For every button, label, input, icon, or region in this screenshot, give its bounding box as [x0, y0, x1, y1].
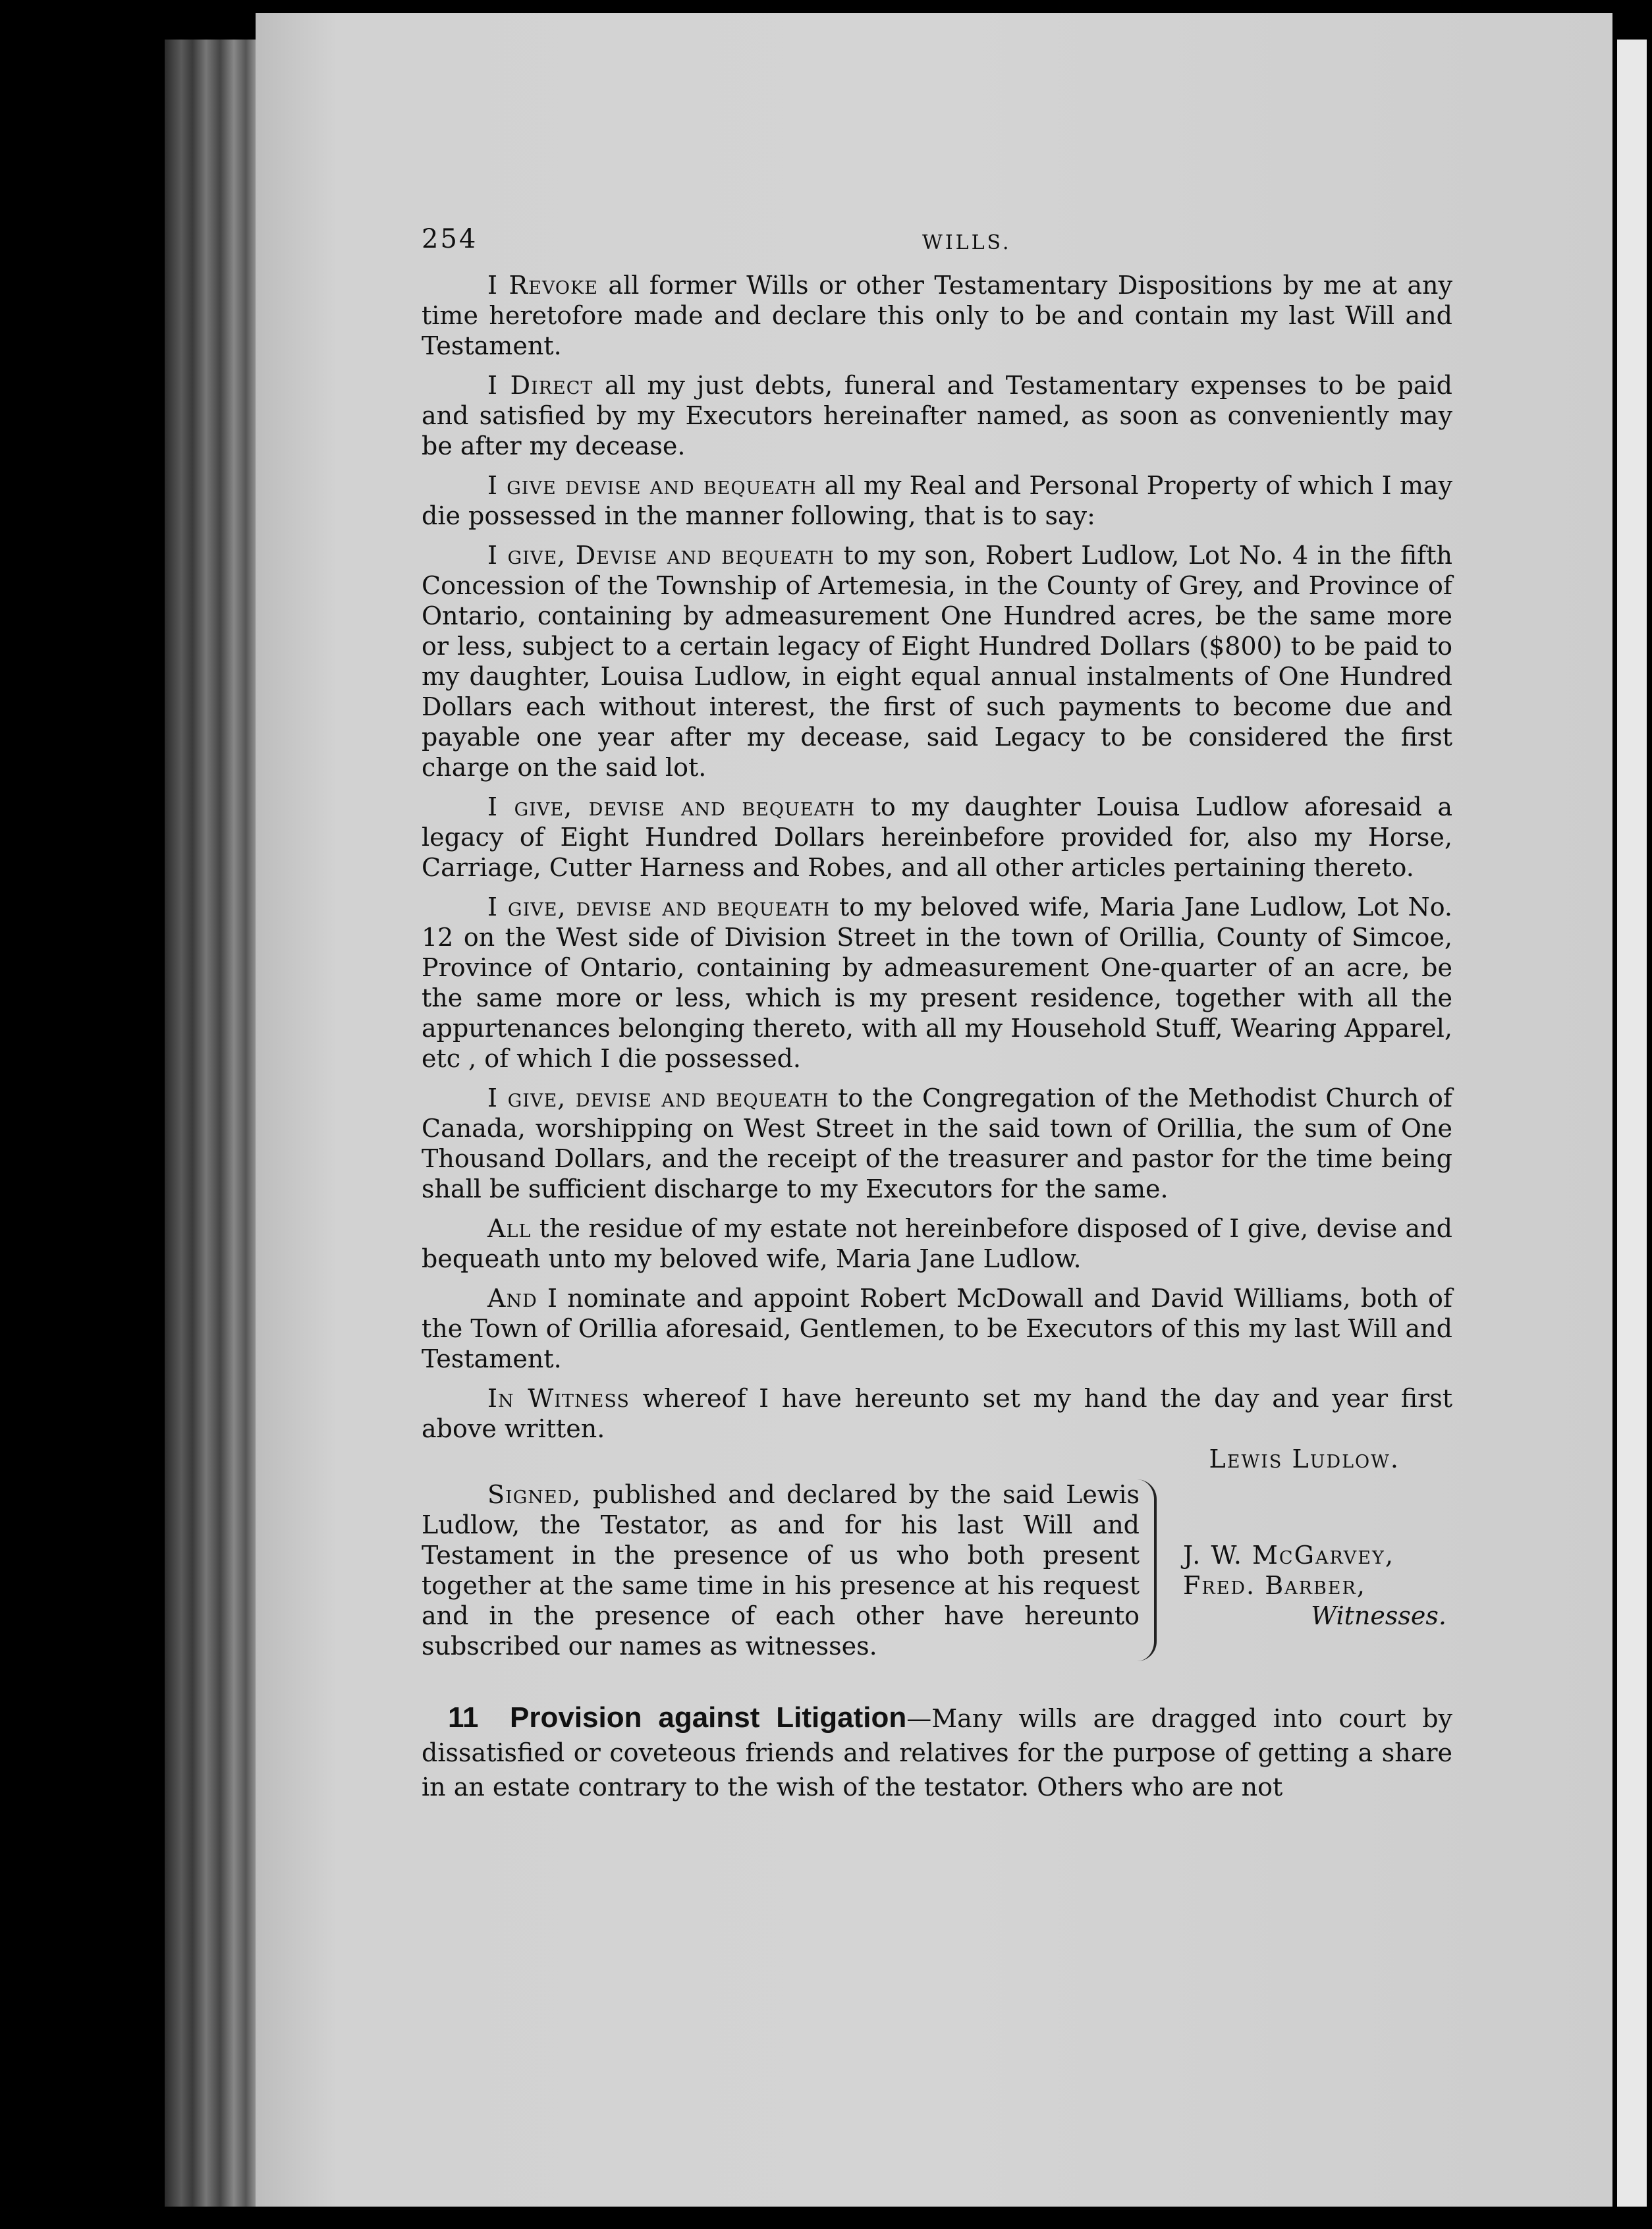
clause-witness: [422, 1383, 1452, 1444]
running-head: [422, 224, 1452, 270]
clause-lead: I Revoke: [487, 271, 598, 300]
clause-lead: I give, Devise and bequeath: [487, 541, 835, 570]
running-title: WILLS.: [922, 231, 1012, 254]
section-heading: Provision against Litigation: [510, 1701, 907, 1734]
clause-residue: [422, 1213, 1452, 1274]
clause-direct: [422, 370, 1452, 461]
attestation-clause: [422, 1479, 1157, 1661]
clause-lead: I give devise and bequeath: [487, 471, 817, 500]
attestation-block: [422, 1479, 1452, 1661]
clause-give-all: [422, 470, 1452, 531]
clause-lead: All: [487, 1214, 532, 1243]
witness-list: [1157, 1479, 1446, 1661]
section-number: 11: [448, 1701, 479, 1734]
witness-name: Fred. Barber,: [1183, 1571, 1366, 1600]
page-number: 254: [422, 224, 478, 254]
clause-text: to the Congregation of the Methodist Church of Canada, worshipping on West Street in the said town of Orillia, the sum of One Thousand Dollars, and the receipt of the treasurer and pastor for the time being shall be sufficient discharge to my Executors for the same.: [422, 1084, 1452, 1203]
testator-signature: Lewis Ludlow.: [1209, 1445, 1400, 1473]
section-text: —Many wills are dragged into court by dissatisfied or coveteous friends and relatives for the purpose of getting a share in an estate contrary to the wish of the testator. Others who are not: [422, 1704, 1452, 1802]
clause-text: all former Wills or other Testamentary Dispositions by me at any time heretofore made and declare this only to be and contain my last Will and Testament.: [422, 271, 1452, 360]
clause-lead: I give, devise and bequeath: [487, 893, 830, 922]
page-content: [422, 224, 1452, 1813]
clause-lead: I give, devise and bequeath: [487, 1084, 829, 1113]
clause-revoke: [422, 270, 1452, 361]
clause-give-daughter: [422, 792, 1452, 883]
clause-lead: In Witness: [487, 1384, 630, 1413]
clause-text: published and declared by the said Lewis Ludlow, the Testator, as and for his last Will and Testament in the presence of us who both present together at the same time in his presence at his request and in the presence of each other have hereunto subscribed our names as witnesses.: [422, 1480, 1140, 1661]
next-page-edge: [1617, 40, 1647, 2207]
clause-text: all my Real and Personal Property of which I may die possessed in the manner following, that is to say:: [422, 471, 1452, 530]
clause-text: to my daughter Louisa Ludlow aforesaid a legacy of Eight Hundred Dollars hereinbefore provided for, also my Horse, Carriage, Cutter Harness and Robes, and all other articles pertaining thereto.: [422, 792, 1452, 882]
witness-name: J. W. McGarvey,: [1183, 1541, 1394, 1570]
book-edge: [165, 40, 257, 2207]
clause-give-church: [422, 1083, 1452, 1204]
clause-text: to my beloved wife, Maria Jane Ludlow, Lot No. 12 on the West side of Division Street in the town of Orillia, County of Simcoe, Province of Ontario, containing by admeasurement One-quarter of an acre, be the same more or less, which is my present residence, together with all the appurtenances belonging thereto, with all my Household Stuff, Wearing Apparel, etc , of which I die possessed.: [422, 893, 1452, 1073]
witnesses-label: Witnesses.: [1311, 1601, 1446, 1630]
clause-lead: Signed,: [487, 1480, 582, 1509]
clause-lead: I Direct: [487, 371, 593, 400]
clause-executors: [422, 1283, 1452, 1374]
clause-lead: I give, devise and bequeath: [487, 792, 856, 821]
clause-lead: And: [487, 1284, 537, 1313]
clause-text: all my just debts, funeral and Testamentary expenses to be paid and satisfied by my Executors hereinafter named, as soon as conveniently may be after my decease.: [422, 371, 1452, 460]
clause-give-wife: [422, 892, 1452, 1074]
clause-give-son: [422, 540, 1452, 783]
section-provision-against-litigation: [422, 1701, 1452, 1804]
clause-text: the residue of my estate not hereinbefore disposed of I give, devise and bequeath unto my beloved wife, Maria Jane Ludlow.: [422, 1214, 1452, 1273]
clause-text: whereof I have hereunto set my hand the day and year first above written.: [422, 1384, 1452, 1443]
clause-text: I nominate and appoint Robert McDowall and David Williams, both of the Town of Orillia aforesaid, Gentlemen, to be Executors of this my last Will and Testament.: [422, 1284, 1452, 1373]
clause-text: to my son, Robert Ludlow, Lot No. 4 in the fifth Concession of the Township of Artemesia, in the County of Grey, and Province of Ontario, containing by admeasurement One Hundred acres, be the same more or less, subject to a certain legacy of Eight Hundred Dollars ($800) to be paid to my daughter, Louisa Ludlow, in eight equal annual instalments of One Hundred Dollars each without interest, the first of such payments to become due and payable one year after my decease, said Legacy to be considered the first charge on the said lot.: [422, 541, 1452, 782]
